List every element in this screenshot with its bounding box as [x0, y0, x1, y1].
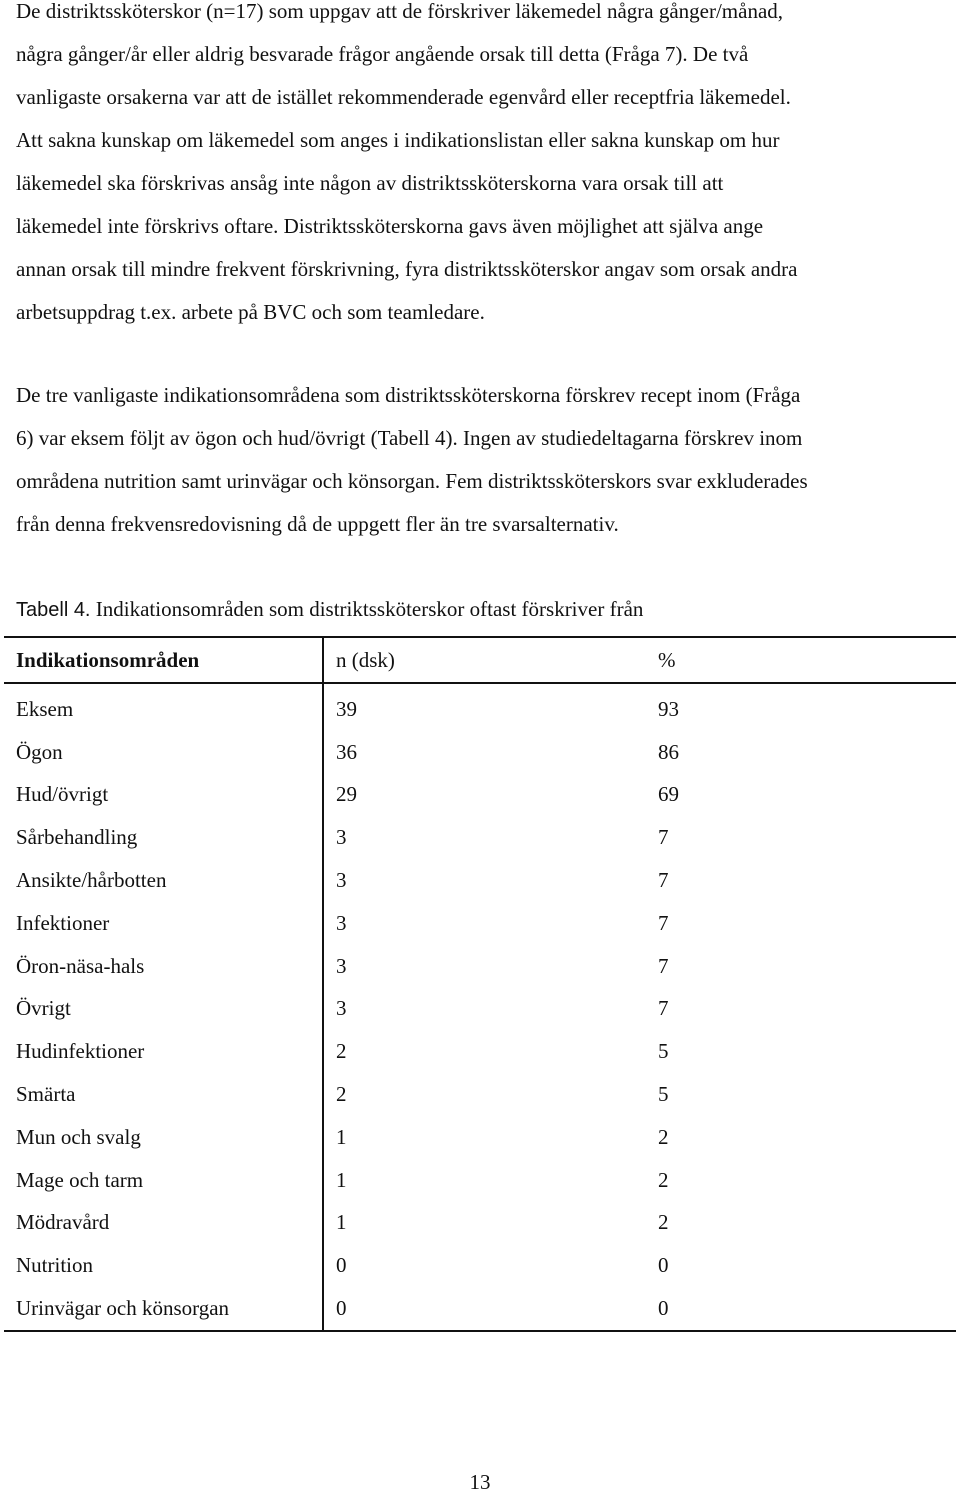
table-caption-text: Indikationsområden som distriktssköterskor oftast förskriver från: [95, 597, 644, 621]
table-row: [4, 1202, 956, 1245]
text-line: läkemedel inte förskrivs oftare. Distriktssköterskorna gavs även möjlighet att själva ange: [16, 214, 764, 238]
table-caption: [16, 592, 643, 627]
indication-table: [4, 636, 956, 1332]
cell-indication-area: Öron-näsa-hals: [4, 945, 323, 988]
cell-count: 3: [336, 910, 347, 935]
text-line: områdena nutrition samt urinvägar och könsorgan. Fem distriktssköterskors svar exkluderades: [16, 469, 808, 493]
cell-count: 39: [336, 696, 357, 721]
text-line: läkemedel ska förskrivas ansåg inte någon av distriktssköterskorna vara orsak till att: [16, 171, 724, 195]
table-body: [4, 683, 956, 1331]
cell-indication-area: Eksem: [4, 683, 323, 731]
cell-indication-area: Sårbehandling: [4, 816, 323, 859]
cell-indication-area: Smärta: [4, 1073, 323, 1116]
header-indication-area: Indikationsområden: [4, 637, 323, 683]
text-line: vanligaste orsakerna var att de istället rekommenderade egenvård eller receptfria läkemedel.: [16, 85, 791, 109]
cell-percent: 2: [658, 1210, 669, 1235]
table-row: [4, 816, 956, 859]
cell-count: 3: [336, 996, 347, 1021]
cell-count: 1: [336, 1210, 347, 1235]
cell-count: 0: [336, 1296, 347, 1321]
cell-indication-area: Mun och svalg: [4, 1116, 323, 1159]
header-count: n (dsk): [336, 647, 395, 672]
cell-percent: 93: [658, 696, 679, 721]
table-row: [4, 1287, 956, 1331]
table-row: [4, 774, 956, 817]
cell-indication-area: Infektioner: [4, 902, 323, 945]
cell-count: 3: [336, 953, 347, 978]
cell-indication-area: Hudinfektioner: [4, 1030, 323, 1073]
table-row: [4, 1073, 956, 1116]
cell-indication-area: Mage och tarm: [4, 1159, 323, 1202]
text-line: Att sakna kunskap om läkemedel som anges i indikationslistan eller sakna kunskap om hur: [16, 128, 780, 152]
cell-percent: 0: [658, 1253, 669, 1278]
cell-percent: 2: [658, 1167, 669, 1192]
cell-percent: 0: [658, 1296, 669, 1321]
cell-indication-area: Ögon: [4, 731, 323, 774]
text-line: De distriktssköterskor (n=17) som uppgav att de förskriver läkemedel några gånger/månad,: [16, 0, 784, 23]
cell-indication-area: Mödravård: [4, 1202, 323, 1245]
table-row: [4, 731, 956, 774]
text-line: De tre vanligaste indikationsområdena som distriktssköterskorna förskrev recept inom (Fråga: [16, 383, 801, 407]
cell-percent: 5: [658, 1039, 669, 1064]
paragraph-reasons: [16, 0, 946, 334]
table-row: [4, 683, 956, 731]
paragraph-indications: [16, 374, 946, 546]
cell-percent: 86: [658, 739, 679, 764]
table-header-row: [4, 637, 956, 683]
cell-count: 0: [336, 1253, 347, 1278]
text-line: några gånger/år eller aldrig besvarade frågor angående orsak till detta (Fråga 7). De två: [16, 42, 749, 66]
cell-count: 29: [336, 782, 357, 807]
cell-percent: 2: [658, 1124, 669, 1149]
table-row: [4, 945, 956, 988]
cell-percent: 7: [658, 825, 669, 850]
cell-percent: 7: [658, 910, 669, 935]
cell-count: 2: [336, 1082, 347, 1107]
cell-percent: 7: [658, 953, 669, 978]
text-line: arbetsuppdrag t.ex. arbete på BVC och som teamledare.: [16, 300, 485, 324]
table-row: [4, 1244, 956, 1287]
cell-indication-area: Hud/övrigt: [4, 774, 323, 817]
table-row: [4, 988, 956, 1031]
cell-count: 1: [336, 1167, 347, 1192]
cell-percent: 7: [658, 996, 669, 1021]
cell-indication-area: Urinvägar och könsorgan: [4, 1287, 323, 1331]
cell-percent: 7: [658, 868, 669, 893]
table-row: [4, 859, 956, 902]
table-row: [4, 1116, 956, 1159]
page-number: 13: [469, 1470, 491, 1494]
text-line: från denna frekvensredovisning då de uppgett fler än tre svarsalternativ.: [16, 512, 619, 536]
table-row: [4, 1030, 956, 1073]
header-percent: %: [658, 647, 676, 672]
cell-indication-area: Övrigt: [4, 988, 323, 1031]
cell-indication-area: Nutrition: [4, 1244, 323, 1287]
cell-count: 2: [336, 1039, 347, 1064]
cell-count: 3: [336, 868, 347, 893]
table-row: [4, 902, 956, 945]
cell-percent: 5: [658, 1082, 669, 1107]
text-line: annan orsak till mindre frekvent förskrivning, fyra distriktssköterskor angav som orsak andra: [16, 257, 798, 281]
table-caption-label: Tabell 4.: [16, 599, 91, 621]
cell-indication-area: Ansikte/hårbotten: [4, 859, 323, 902]
cell-count: 36: [336, 739, 357, 764]
table-row: [4, 1159, 956, 1202]
cell-count: 3: [336, 825, 347, 850]
text-line: 6) var eksem följt av ögon och hud/övrigt (Tabell 4). Ingen av studiedeltagarna förskrev inom: [16, 426, 803, 450]
cell-percent: 69: [658, 782, 679, 807]
cell-count: 1: [336, 1124, 347, 1149]
